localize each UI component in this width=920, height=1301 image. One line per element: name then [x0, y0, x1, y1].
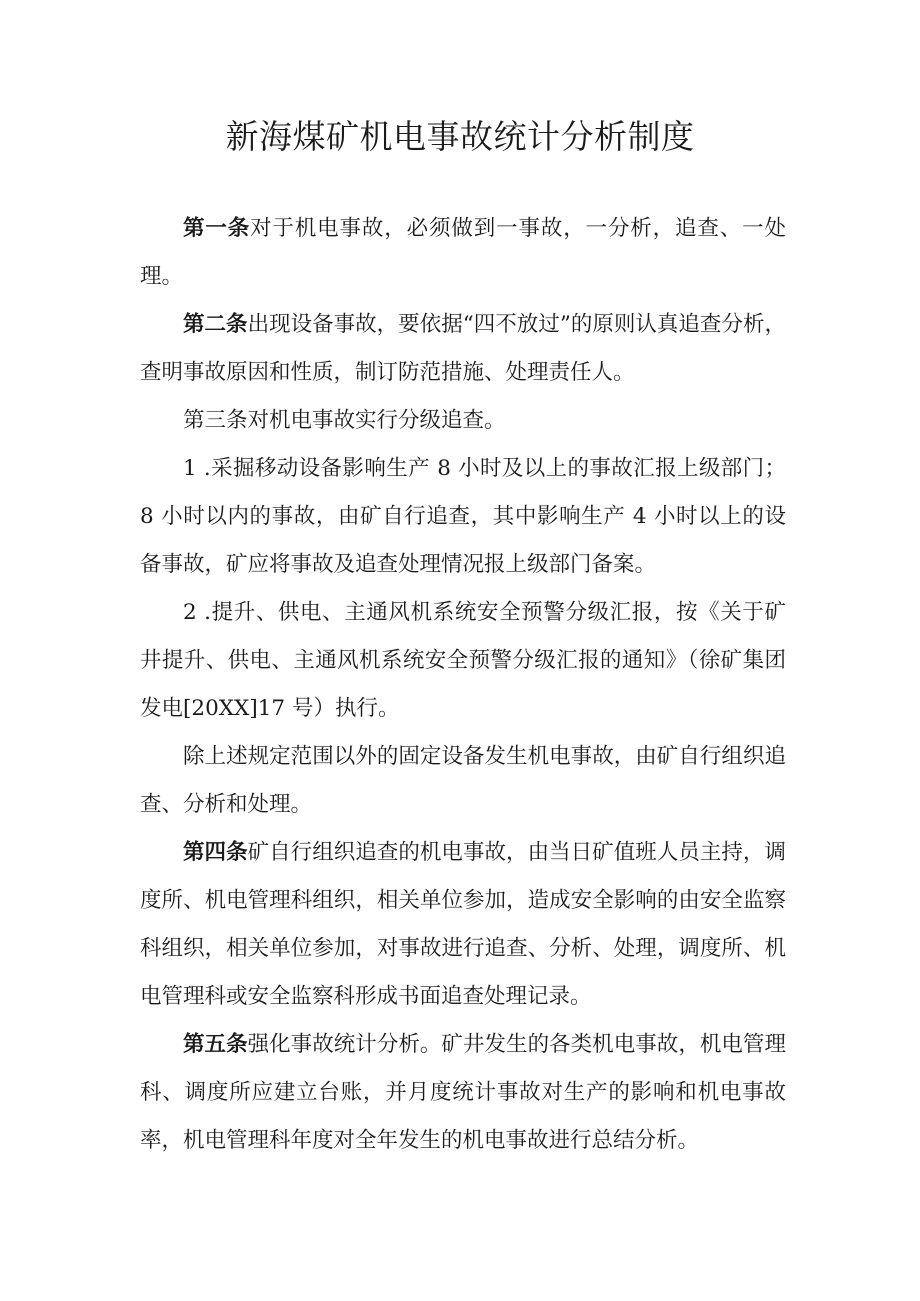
article-label: 第一条: [183, 216, 251, 241]
document-title: 新海煤矿机电事故统计分析制度: [225, 117, 695, 156]
article-label: 第二条: [183, 312, 248, 337]
paragraph-text: 对于机电事故，必须做到一事故，一分析，追查、一处理。: [140, 216, 786, 289]
paragraph-text: 1 .采掘移动设备影响生产 8 小时及以上的事故汇报上级部门；8 小时以内的事故，由矿自行追查，其中影响生产 4 小时以上的设备事故，矿应将事故及追查处理情况报上级部门备案。: [140, 456, 786, 577]
article-2-paragraph: [140, 301, 786, 397]
paragraph-text: 矿自行组织追查的机电事故，由当日矿值班人员主持，调度所、机电管理科组织，相关单位参加，造成安全影响的由安全监察科组织，相关单位参加，对事故进行追查、分析、处理，调度所、机电管理科或安全监察科形成书面追查处理记录。: [140, 840, 786, 1009]
article-label: 第五条: [183, 1032, 248, 1057]
article-4-paragraph: [140, 829, 786, 1021]
article-label: 第四条: [183, 840, 248, 865]
paragraph-text: 第三条对机电事故实行分级追查。: [183, 408, 506, 433]
article-5-paragraph: [140, 1021, 786, 1165]
article-3-item-2-paragraph: [140, 589, 786, 733]
article-3-item-1-paragraph: [140, 445, 786, 589]
paragraph-text: 除上述规定范围以外的固定设备发生机电事故，由矿自行组织追查、分析和处理。: [140, 744, 786, 817]
article-3-paragraph: [140, 397, 786, 445]
paragraph-text: 2 .提升、供电、主通风机系统安全预警分级汇报，按《关于矿井提升、供电、主通风机系统安全预警分级汇报的通知》（徐矿集团发电[20XX]17 号）执行。: [140, 600, 786, 721]
article-1-paragraph: [140, 205, 786, 301]
paragraph-text: 强化事故统计分析。矿井发生的各类机电事故，机电管理科、调度所应建立台账，并月度统计事故对生产的影响和机电事故率，机电管理科年度对全年发生的机电事故进行总结分析。: [140, 1032, 786, 1153]
article-3-note-paragraph: [140, 733, 786, 829]
document-body: [140, 205, 786, 1165]
paragraph-text: 出现设备事故，要依据“四不放过”的原则认真追查分析，查明事故原因和性质，制订防范措施、处理责任人。: [140, 312, 786, 385]
